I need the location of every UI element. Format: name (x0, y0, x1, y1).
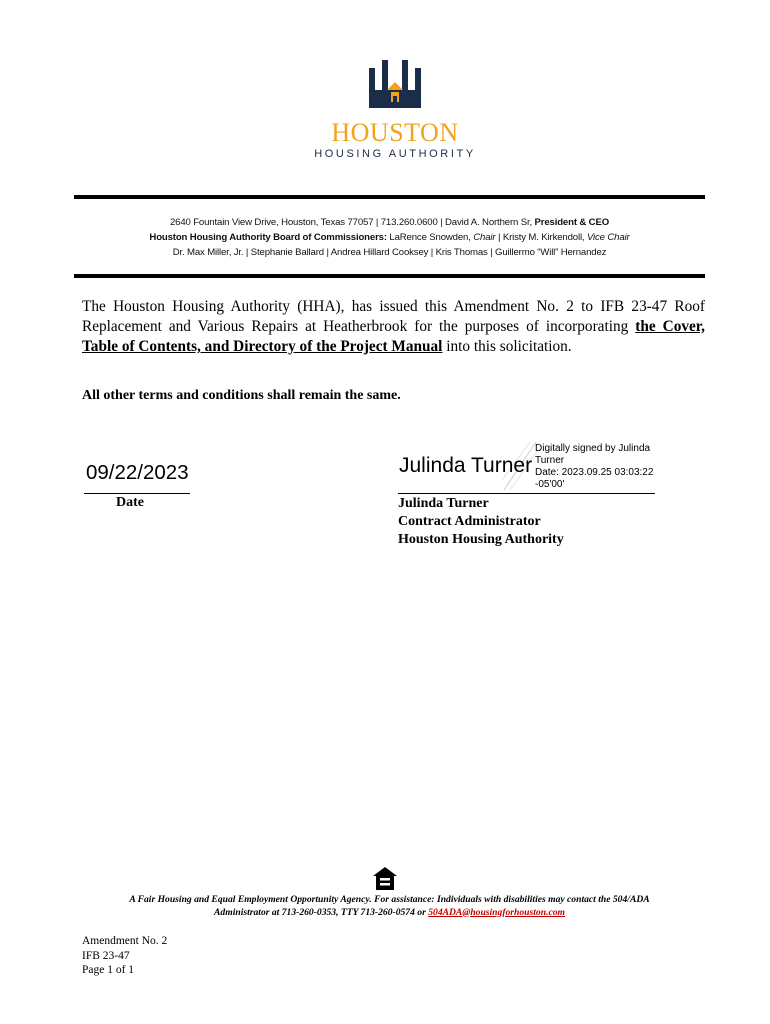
footer-line (74, 907, 705, 920)
board-vice-name: | Kristy M. Kirkendoll, (497, 232, 585, 243)
sig-detail-line: -05'00' (535, 479, 565, 490)
para-end: into this solicitation. (442, 338, 572, 355)
ceo-title: President & CEO (534, 217, 610, 228)
footer-line-prefix: Administrator at 713-260-0353, TTY 713-260-0574 or (214, 906, 429, 918)
bottom-divider (74, 274, 705, 278)
sig-detail-line: Date: 2023.09.25 03:03:22 (535, 467, 654, 478)
logo-subtitle: HOUSING AUTHORITY (314, 148, 476, 160)
date-value[interactable]: 09/22/2023 (86, 461, 189, 484)
hha-logo-icon (369, 60, 421, 112)
board-chair-role: Chair (473, 232, 496, 243)
date-label: Date (116, 495, 144, 510)
signatory-block (398, 495, 564, 549)
ifb-number: IFB 23-47 (82, 949, 130, 962)
date-underline (84, 493, 190, 494)
document-reference (82, 934, 167, 978)
para-start: The Houston Housing Authority (HHA), has issued this Amendment No. 2 to IFB 23-47 Roof Replacement and Various Repairs at Heatherbrook for the purposes of incorporating (82, 298, 705, 335)
digital-signature-details (535, 443, 665, 491)
board-chair-name: LaRence Snowden, (389, 232, 471, 243)
logo-wordmark: HOUSTON (331, 118, 459, 147)
board-vice-role: Vice Chair (586, 232, 630, 243)
equal-housing-opportunity-icon (372, 866, 398, 892)
terms-statement: All other terms and conditions shall remain the same. (82, 388, 401, 403)
signatory-name: Julinda Turner (398, 496, 489, 511)
ada-email-link[interactable]: 504ADA@housingforhouston.com (428, 906, 565, 918)
signatory-organization: Houston Housing Authority (398, 532, 564, 547)
signatory-title: Contract Administrator (398, 514, 541, 529)
page-number: Page 1 of 1 (82, 964, 135, 976)
para-emphasis: the Cover, Table of Contents, and Directory of the Project Manual (82, 318, 705, 355)
amendment-number: Amendment No. 2 (82, 935, 168, 947)
sig-detail-line: Turner (535, 455, 565, 466)
address-line (74, 217, 705, 228)
top-divider (74, 195, 705, 199)
board-line (74, 232, 705, 243)
digital-signature[interactable]: Julinda Turner (399, 454, 533, 477)
address-text: 2640 Fountain View Drive, Houston, Texas 77057 | 713.260.0600 | David A. Northern Sr, (169, 217, 532, 228)
board-label: Houston Housing Authority Board of Commissioners: (149, 232, 387, 243)
sig-detail-line: Digitally signed by Julinda (535, 443, 651, 454)
footer-line: A Fair Housing and Equal Employment Opportunity Agency. For assistance: Individuals with disabilities may contact the 504/ADA (129, 894, 650, 905)
amendment-paragraph (82, 297, 705, 357)
footer-notice (74, 894, 705, 919)
signature-underline (398, 493, 655, 494)
board-members-line: Dr. Max Miller, Jr. | Stephanie Ballard | Andrea Hillard Cooksey | Kris Thomas | Guillermo “Will” Hernandez (172, 247, 607, 258)
